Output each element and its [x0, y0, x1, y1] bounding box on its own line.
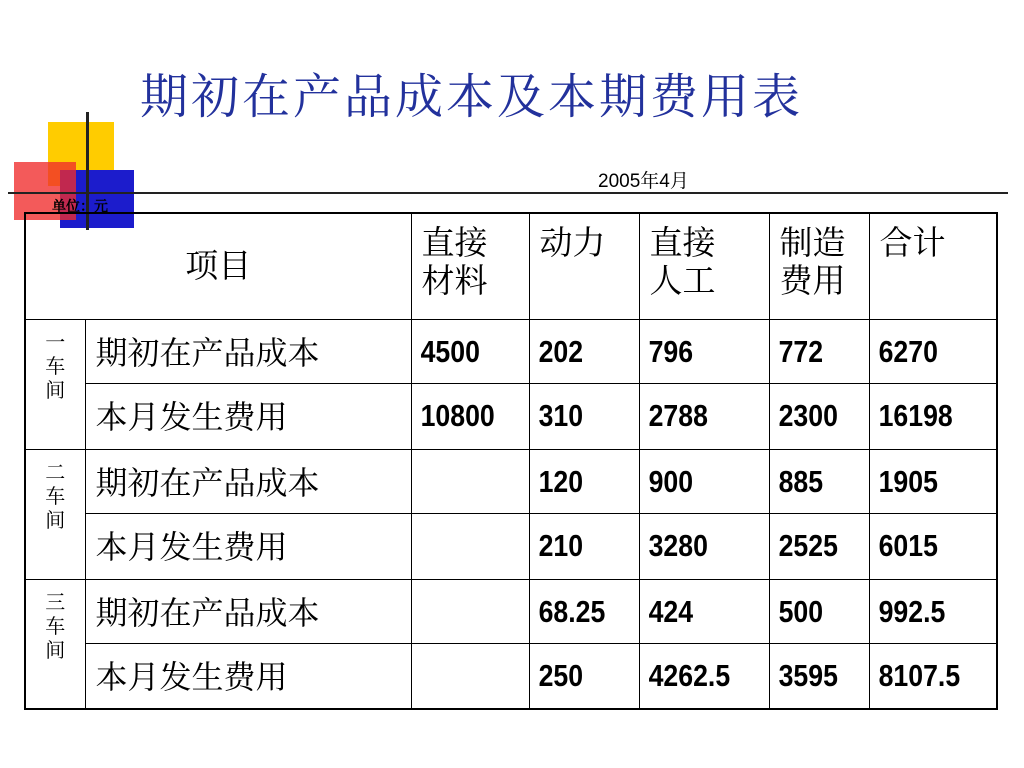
- value: 2300: [778, 397, 838, 433]
- cell-labor: [639, 513, 769, 579]
- value: 796: [648, 333, 693, 369]
- workshop-2-char: 车: [45, 483, 66, 508]
- cell-overhead: [769, 319, 869, 383]
- value: [412, 645, 421, 659]
- cell-material: [411, 643, 529, 709]
- value: 900: [648, 463, 693, 499]
- value: 2788: [648, 397, 708, 433]
- row-label: 本月发生费用: [85, 513, 411, 579]
- cell-overhead: [769, 513, 869, 579]
- cell-labor: [639, 449, 769, 513]
- value: 992.5: [878, 593, 945, 629]
- value: 6270: [878, 333, 938, 369]
- value: 500: [778, 593, 823, 629]
- cell-total: [869, 449, 997, 513]
- cell-labor: [639, 643, 769, 709]
- workshop-1-char: 间: [45, 377, 66, 402]
- unit-label: 单位：元: [52, 199, 108, 215]
- workshop-2-char: 二: [45, 459, 66, 484]
- workshop-3-char: 三: [45, 589, 66, 614]
- cell-power: [529, 383, 639, 449]
- workshop-1-char: 车: [45, 353, 66, 378]
- cell-total: [869, 383, 997, 449]
- value: 3280: [648, 527, 708, 563]
- decor-horizontal-line: [8, 192, 1008, 194]
- value: 2525: [778, 527, 838, 563]
- value: 310: [538, 397, 583, 433]
- table-row: [25, 513, 997, 579]
- value: 885: [778, 463, 823, 499]
- cell-power: [529, 319, 639, 383]
- value: 4500: [420, 333, 480, 369]
- header-overhead-line1: 制造: [779, 223, 846, 262]
- workshop-3-char: 车: [45, 613, 66, 638]
- cell-total: [869, 643, 997, 709]
- row-label: 期初在产品成本: [85, 579, 411, 643]
- cell-power: [529, 449, 639, 513]
- value: 120: [538, 463, 583, 499]
- value: 772: [778, 333, 823, 369]
- value: 1905: [878, 463, 938, 499]
- cell-labor: [639, 319, 769, 383]
- report-date: 2005年4月: [598, 171, 689, 192]
- value: 202: [538, 333, 583, 369]
- header-direct-labor-line1: 直接: [649, 223, 716, 262]
- header-item-label: 项目: [185, 246, 252, 286]
- value: [412, 451, 421, 465]
- cost-table: [24, 212, 998, 710]
- value: 16198: [878, 397, 953, 433]
- workshop-1-char: 一: [45, 329, 66, 354]
- cell-overhead: [769, 383, 869, 449]
- cost-table-container: [24, 212, 998, 710]
- table-row: [25, 579, 997, 643]
- header-direct-material-line1: 直接: [421, 223, 488, 262]
- row-label: 本月发生费用: [85, 383, 411, 449]
- slide-title: 期初在产品成本及本期费用表: [140, 69, 804, 125]
- value: 424: [648, 593, 693, 629]
- table-row: [25, 319, 997, 383]
- header-power-label: 动力: [539, 223, 606, 262]
- cell-overhead: [769, 643, 869, 709]
- cell-total: [869, 319, 997, 383]
- header-overhead: [769, 213, 869, 319]
- cell-overhead: [769, 579, 869, 643]
- value: 210: [538, 527, 583, 563]
- cell-labor: [639, 579, 769, 643]
- cell-material: [411, 319, 529, 383]
- header-item: [25, 213, 411, 319]
- header-direct-material: [411, 213, 529, 319]
- row-label: 本月发生费用: [85, 643, 411, 709]
- value: [412, 581, 421, 595]
- row-label: 期初在产品成本: [85, 449, 411, 513]
- workshop-1-label: [25, 319, 85, 449]
- value: 250: [538, 657, 583, 693]
- header-total-label: 合计: [879, 223, 946, 262]
- value: 6015: [878, 527, 938, 563]
- value: [412, 515, 421, 529]
- cell-overhead: [769, 449, 869, 513]
- cell-material: [411, 513, 529, 579]
- row-label: 期初在产品成本: [85, 319, 411, 383]
- workshop-2-label: [25, 449, 85, 579]
- cell-material: [411, 579, 529, 643]
- cell-power: [529, 643, 639, 709]
- workshop-3-label: [25, 579, 85, 709]
- header-power: [529, 213, 639, 319]
- workshop-3-char: 间: [45, 637, 66, 662]
- cell-power: [529, 579, 639, 643]
- header-direct-labor: [639, 213, 769, 319]
- value: 4262.5: [648, 657, 730, 693]
- value: 10800: [420, 397, 495, 433]
- cell-total: [869, 579, 997, 643]
- value: 8107.5: [878, 657, 960, 693]
- value: 68.25: [538, 593, 605, 629]
- workshop-2-char: 间: [45, 507, 66, 532]
- cell-power: [529, 513, 639, 579]
- table-row: [25, 643, 997, 709]
- cell-material: [411, 383, 529, 449]
- table-row: [25, 383, 997, 449]
- table-row: [25, 449, 997, 513]
- cell-labor: [639, 383, 769, 449]
- header-overhead-line2: 费用: [779, 261, 846, 300]
- table-header-row: [25, 213, 997, 319]
- value: 3595: [778, 657, 838, 693]
- cell-material: [411, 449, 529, 513]
- cell-total: [869, 513, 997, 579]
- header-total: [869, 213, 997, 319]
- header-direct-material-line2: 材料: [421, 261, 488, 300]
- header-direct-labor-line2: 人工: [649, 261, 716, 300]
